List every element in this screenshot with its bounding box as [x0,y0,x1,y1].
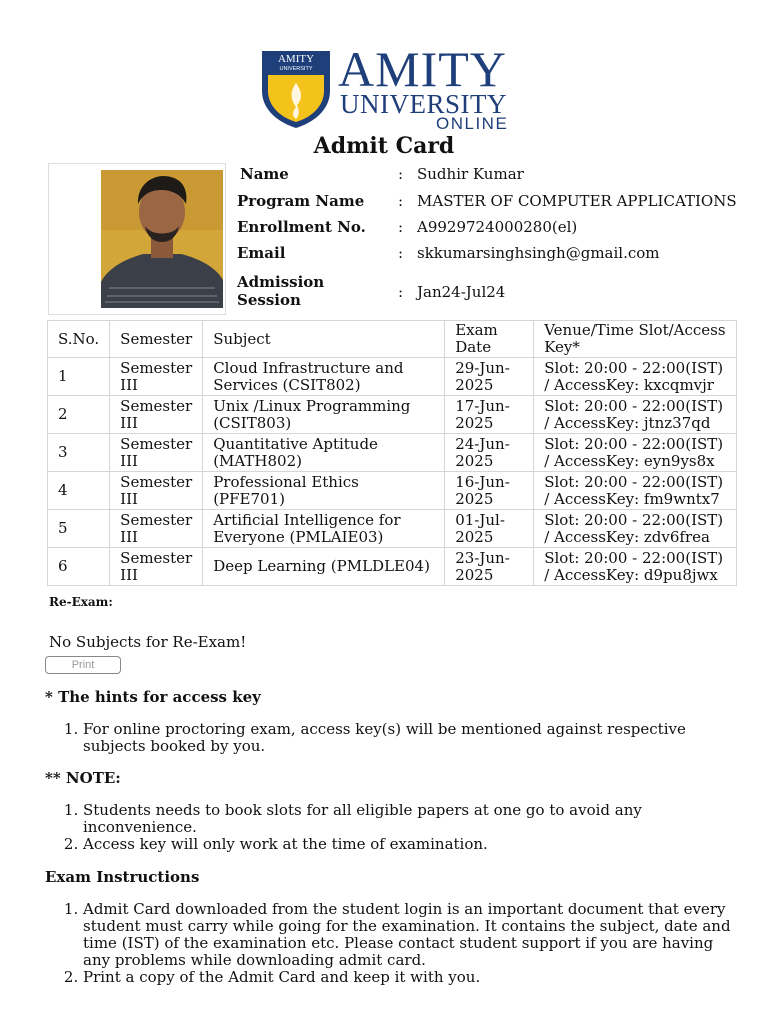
session-value: Jan24-Jul24 [417,283,506,301]
header-venue: Venue/Time Slot/Access Key* [534,321,737,358]
cell-sno: 6 [48,548,110,586]
cell-slot: Slot: 20:00 - 22:00(IST) / AccessKey: jtnz37qd [534,396,737,434]
cell-slot: Slot: 20:00 - 22:00(IST) / AccessKey: zdv6frea [534,510,737,548]
print-button[interactable]: Print [45,656,121,674]
cell-sno: 5 [48,510,110,548]
session-label-line1: Admission [237,273,325,291]
note-heading: ** NOTE: [45,769,121,787]
photo-frame [48,163,226,315]
cell-semester: Semester III [110,434,203,472]
cell-date: 16-Jun-2025 [445,472,534,510]
cell-semester: Semester III [110,548,203,586]
cell-date: 01-Jul-2025 [445,510,534,548]
separator: : [398,218,404,236]
cell-semester: Semester III [110,358,203,396]
enrollment-value: A9929724000280(el) [417,218,578,236]
amity-logo [260,41,520,135]
list-item: 1. For online proctoring exam, access key(s) will be mentioned against respective subjects booked by you. [83,721,735,755]
table-header-row [48,321,737,358]
cell-subject: Unix /Linux Programming (CSIT803) [203,396,445,434]
shield-icon [260,47,332,129]
cell-subject: Artificial Intelligence for Everyone (PMLAIE03) [203,510,445,548]
email-label: Email [237,244,286,262]
header-semester: Semester [110,321,203,358]
header-sno: S.No. [48,321,110,358]
session-label-line2: Session [237,291,301,309]
list-item: 1. Admit Card downloaded from the student login is an important document that every student must carry while going for the examination. It contains the subject, date and time (IST) of the examination etc. Please contact student support if you are having any problems while downloading admit card. [83,901,735,969]
brand-subname: UNIVERSITY [340,89,507,119]
cell-slot: Slot: 20:00 - 22:00(IST) / AccessKey: eyn9ys8x [534,434,737,472]
cell-subject: Deep Learning (PMLDLE04) [203,548,445,586]
instructions-heading: Exam Instructions [45,868,200,886]
table-row [48,396,737,434]
email-value: skkumarsinghsingh@gmail.com [417,244,660,262]
hints-heading: * The hints for access key [45,688,261,706]
list-item: 2. Print a copy of the Admit Card and keep it with you. [83,969,735,986]
list-item: 1. Students needs to book slots for all eligible papers at one go to avoid any inconvenience. [83,802,735,836]
student-photo [101,170,223,308]
list-item: 2. Access key will only work at the time of examination. [83,836,735,853]
table-row [48,472,737,510]
cell-sno: 3 [48,434,110,472]
cell-semester: Semester III [110,472,203,510]
program-value: MASTER OF COMPUTER APPLICATIONS [417,192,737,210]
hints-list [45,721,735,755]
cell-date: 24-Jun-2025 [445,434,534,472]
access-key-hints [45,688,735,755]
note-section [45,769,735,853]
cell-slot: Slot: 20:00 - 22:00(IST) / AccessKey: kxcqmvjr [534,358,737,396]
table-row [48,548,737,586]
exam-instructions [45,868,735,986]
table-row [48,434,737,472]
cell-date: 17-Jun-2025 [445,396,534,434]
cell-subject: Professional Ethics (PFE701) [203,472,445,510]
separator: : [398,283,404,301]
separator: : [398,165,404,183]
table-row [48,358,737,396]
shield-text-2: UNIVERSITY [279,66,313,72]
exam-schedule-table [47,320,737,586]
shield-text-1: AMITY [277,53,315,65]
name-label: Name [240,165,289,183]
brand-name: AMITY [338,41,507,97]
name-value: Sudhir Kumar [417,165,524,183]
table-row [48,510,737,548]
enrollment-label: Enrollment No. [237,218,366,236]
header-exam-date: Exam Date [445,321,534,358]
cell-subject: Cloud Infrastructure and Services (CSIT802) [203,358,445,396]
separator: : [398,244,404,262]
separator: : [398,192,404,210]
cell-semester: Semester III [110,510,203,548]
program-label: Program Name [237,192,365,210]
cell-sno: 2 [48,396,110,434]
cell-sno: 4 [48,472,110,510]
cell-date: 23-Jun-2025 [445,548,534,586]
cell-subject: Quantitative Aptitude (MATH802) [203,434,445,472]
instructions-list [45,901,735,986]
reexam-message: No Subjects for Re-Exam! [49,633,247,651]
cell-semester: Semester III [110,396,203,434]
cell-sno: 1 [48,358,110,396]
cell-date: 29-Jun-2025 [445,358,534,396]
brand-online: ONLINE [436,114,509,133]
page-title: Admit Card [313,133,455,159]
reexam-label: Re-Exam: [49,595,113,609]
header-subject: Subject [203,321,445,358]
cell-slot: Slot: 20:00 - 22:00(IST) / AccessKey: fm9wntx7 [534,472,737,510]
note-list [45,802,735,853]
cell-slot: Slot: 20:00 - 22:00(IST) / AccessKey: d9pu8jwx [534,548,737,586]
